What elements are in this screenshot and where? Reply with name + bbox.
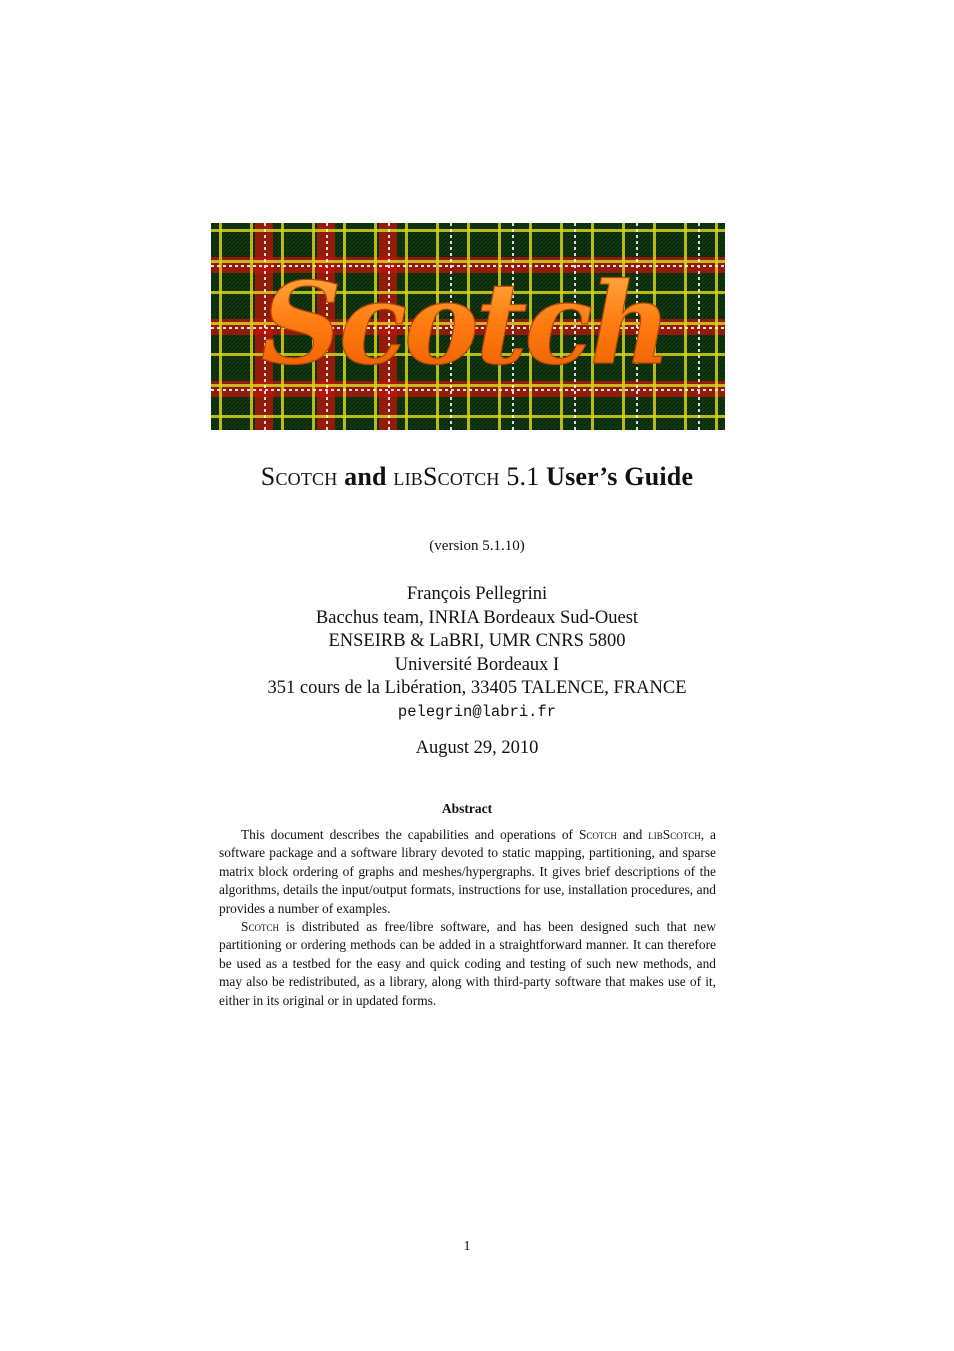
abstract-paragraph-1: This document describes the capabilities and operations of Scotch and libScotch, a software package and a software library devoted to static mapping, partitioning, and sparse matrix block ordering of graphs and meshes/hypergraphs. It gives brief descriptions of the algorithms, details the input/output formats, instructions for use, installation procedures, and provides a number of examples.	[219, 827, 717, 916]
title-scotch: Scotch	[260, 462, 338, 491]
scotch-logo	[211, 223, 725, 430]
author-address: 351 cours de la Libération, 33405 TALENCE, FRANCE	[267, 678, 687, 698]
page-number: 1	[463, 1239, 471, 1254]
author-lab: ENSEIRB & LaBRI, UMR CNRS 5800	[328, 631, 626, 651]
title-version: 5.1	[499, 462, 547, 491]
author-block	[0, 583, 954, 724]
version-line: (version 5.1.10)	[429, 538, 525, 554]
logo-text: Scotch	[261, 259, 669, 390]
title-users-guide: User’s Guide	[546, 462, 694, 491]
abstract-heading: Abstract	[441, 801, 493, 816]
document-date: August 29, 2010	[415, 738, 539, 758]
author-email[interactable]: pelegrin@labri.fr	[397, 702, 557, 721]
author-university: Université Bordeaux I	[394, 654, 560, 675]
abstract-paragraph-2: Scotch is distributed as free/libre software, and has been designed such that new partitioning or ordering methods can be added in a straightforward manner. It can therefore be used as a testbed for the easy and quick coding and testing of such new methods, and may also be redistributed, as a library, along with third-party software that makes use of it, either in its original or in updated forms.	[219, 919, 716, 1008]
author-team: Bacchus team, INRIA Bordeaux Sud-Ouest	[315, 607, 639, 628]
title-and: and	[337, 462, 394, 491]
author-name: François Pellegrini	[406, 584, 548, 604]
document-title	[0, 462, 954, 492]
abstract-body	[219, 826, 716, 1010]
title-libscotch: libScotch	[393, 462, 500, 491]
